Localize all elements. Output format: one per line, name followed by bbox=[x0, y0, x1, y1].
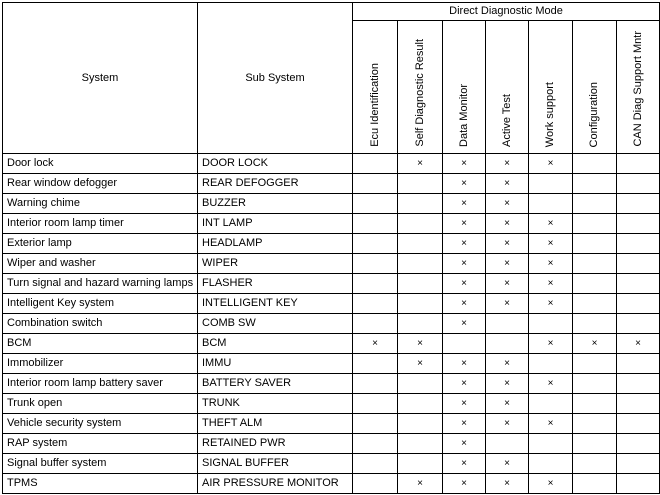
mode-cell bbox=[617, 354, 660, 374]
mode-cell: × bbox=[529, 474, 573, 494]
mode-cell: × bbox=[529, 274, 573, 294]
table-row bbox=[3, 474, 660, 494]
mode-cell bbox=[529, 354, 573, 374]
mode-cell bbox=[617, 294, 660, 314]
mode-cell: × bbox=[486, 374, 529, 394]
mode-cell bbox=[353, 234, 398, 254]
sub-system-cell: REAR DEFOGGER bbox=[198, 174, 353, 194]
mode-cell bbox=[617, 234, 660, 254]
mode-header: Work support bbox=[529, 21, 573, 154]
mode-cell bbox=[573, 414, 617, 434]
table-row bbox=[3, 454, 660, 474]
mode-cell bbox=[573, 254, 617, 274]
mode-cell bbox=[353, 254, 398, 274]
mode-cell bbox=[398, 434, 443, 454]
system-cell: TPMS bbox=[3, 474, 198, 494]
mode-cell bbox=[353, 194, 398, 214]
mode-cell bbox=[617, 194, 660, 214]
mode-cell: × bbox=[573, 334, 617, 354]
table-row bbox=[3, 194, 660, 214]
mode-cell: × bbox=[486, 194, 529, 214]
table-row bbox=[3, 174, 660, 194]
sub-system-cell: RETAINED PWR bbox=[198, 434, 353, 454]
mode-cell: × bbox=[486, 294, 529, 314]
mode-cell bbox=[353, 154, 398, 174]
system-cell: Intelligent Key system bbox=[3, 294, 198, 314]
mode-cell bbox=[398, 454, 443, 474]
mode-header: Ecu Identification bbox=[353, 21, 398, 154]
table-row bbox=[3, 234, 660, 254]
mode-cell: × bbox=[529, 254, 573, 274]
sub-system-cell: HEADLAMP bbox=[198, 234, 353, 254]
mode-cell: × bbox=[443, 274, 486, 294]
mode-cell: × bbox=[486, 394, 529, 414]
diagnostic-mode-table bbox=[2, 2, 660, 494]
mode-cell bbox=[617, 394, 660, 414]
sub-system-cell: AIR PRESSURE MONITOR bbox=[198, 474, 353, 494]
sub-system-cell: TRUNK bbox=[198, 394, 353, 414]
mode-cell bbox=[398, 214, 443, 234]
sub-system-cell: BCM bbox=[198, 334, 353, 354]
mode-cell bbox=[353, 474, 398, 494]
mode-cell: × bbox=[443, 174, 486, 194]
mode-cell: × bbox=[443, 414, 486, 434]
system-cell: Vehicle security system bbox=[3, 414, 198, 434]
mode-cell: × bbox=[486, 474, 529, 494]
mode-cell bbox=[617, 154, 660, 174]
mode-cell: × bbox=[443, 154, 486, 174]
mode-cell bbox=[573, 294, 617, 314]
table-row bbox=[3, 414, 660, 434]
mode-cell bbox=[443, 334, 486, 354]
mode-cell: × bbox=[529, 294, 573, 314]
mode-cell bbox=[573, 194, 617, 214]
mode-cell bbox=[398, 374, 443, 394]
mode-cell bbox=[617, 474, 660, 494]
mode-cell bbox=[353, 414, 398, 434]
system-cell: Interior room lamp battery saver bbox=[3, 374, 198, 394]
sub-system-cell: SIGNAL BUFFER bbox=[198, 454, 353, 474]
mode-cell: × bbox=[486, 414, 529, 434]
mode-cell bbox=[573, 174, 617, 194]
mode-cell bbox=[529, 174, 573, 194]
sub-system-cell: IMMU bbox=[198, 354, 353, 374]
system-cell: Immobilizer bbox=[3, 354, 198, 374]
table-row bbox=[3, 314, 660, 334]
table-row bbox=[3, 354, 660, 374]
mode-cell bbox=[573, 354, 617, 374]
mode-cell bbox=[353, 274, 398, 294]
mode-cell bbox=[353, 214, 398, 234]
mode-header: Configuration bbox=[573, 21, 617, 154]
mode-cell: × bbox=[443, 254, 486, 274]
mode-cell bbox=[529, 434, 573, 454]
sub-system-cell: INTELLIGENT KEY bbox=[198, 294, 353, 314]
mode-cell bbox=[398, 414, 443, 434]
mode-cell bbox=[529, 394, 573, 414]
mode-cell: × bbox=[529, 154, 573, 174]
mode-cell bbox=[617, 454, 660, 474]
mode-cell: × bbox=[398, 354, 443, 374]
mode-cell bbox=[573, 374, 617, 394]
mode-cell: × bbox=[443, 394, 486, 414]
mode-cell: × bbox=[443, 474, 486, 494]
sub-system-header: Sub System bbox=[198, 3, 353, 154]
mode-cell: × bbox=[486, 454, 529, 474]
mode-cell: × bbox=[353, 334, 398, 354]
system-header: System bbox=[3, 3, 198, 154]
system-cell: BCM bbox=[3, 334, 198, 354]
mode-cell bbox=[573, 214, 617, 234]
mode-cell bbox=[398, 294, 443, 314]
table-row bbox=[3, 394, 660, 414]
mode-cell bbox=[398, 274, 443, 294]
mode-cell: × bbox=[443, 354, 486, 374]
system-cell: Rear window defogger bbox=[3, 174, 198, 194]
table-row bbox=[3, 214, 660, 234]
mode-cell: × bbox=[529, 334, 573, 354]
mode-cell bbox=[353, 294, 398, 314]
sub-system-cell: THEFT ALM bbox=[198, 414, 353, 434]
mode-cell: × bbox=[529, 374, 573, 394]
mode-cell bbox=[486, 334, 529, 354]
system-cell: Turn signal and hazard warning lamps bbox=[3, 274, 198, 294]
table-row bbox=[3, 334, 660, 354]
mode-cell: × bbox=[529, 214, 573, 234]
system-cell: Interior room lamp timer bbox=[3, 214, 198, 234]
mode-cell: × bbox=[443, 294, 486, 314]
sub-system-cell: FLASHER bbox=[198, 274, 353, 294]
mode-cell bbox=[573, 154, 617, 174]
table-row bbox=[3, 434, 660, 454]
mode-cell: × bbox=[443, 454, 486, 474]
mode-cell bbox=[573, 274, 617, 294]
mode-header: Active Test bbox=[486, 21, 529, 154]
mode-cell: × bbox=[486, 354, 529, 374]
mode-cell: × bbox=[398, 474, 443, 494]
mode-cell bbox=[617, 374, 660, 394]
system-cell: Exterior lamp bbox=[3, 234, 198, 254]
mode-cell: × bbox=[443, 314, 486, 334]
mode-cell bbox=[529, 194, 573, 214]
mode-cell: × bbox=[486, 274, 529, 294]
mode-cell bbox=[617, 314, 660, 334]
mode-cell: × bbox=[443, 434, 486, 454]
sub-system-cell: WIPER bbox=[198, 254, 353, 274]
mode-cell: × bbox=[529, 234, 573, 254]
mode-cell bbox=[573, 474, 617, 494]
sub-system-cell: BUZZER bbox=[198, 194, 353, 214]
sub-system-cell: BATTERY SAVER bbox=[198, 374, 353, 394]
mode-cell bbox=[573, 434, 617, 454]
mode-cell bbox=[617, 214, 660, 234]
mode-header: Data Monitor bbox=[443, 21, 486, 154]
mode-cell: × bbox=[398, 154, 443, 174]
system-cell: Wiper and washer bbox=[3, 254, 198, 274]
table-row bbox=[3, 374, 660, 394]
mode-cell bbox=[398, 174, 443, 194]
sub-system-cell: DOOR LOCK bbox=[198, 154, 353, 174]
sub-system-cell: INT LAMP bbox=[198, 214, 353, 234]
table-row bbox=[3, 274, 660, 294]
mode-cell bbox=[529, 314, 573, 334]
mode-cell bbox=[398, 394, 443, 414]
direct-diagnostic-mode-header: Direct Diagnostic Mode bbox=[353, 3, 660, 21]
mode-header: CAN Diag Support Mntr bbox=[617, 21, 660, 154]
mode-cell: × bbox=[486, 154, 529, 174]
mode-cell: × bbox=[486, 214, 529, 234]
mode-cell bbox=[353, 354, 398, 374]
sub-system-cell: COMB SW bbox=[198, 314, 353, 334]
mode-header: Self Diagnostic Result bbox=[398, 21, 443, 154]
mode-cell bbox=[486, 434, 529, 454]
mode-cell bbox=[353, 374, 398, 394]
mode-cell bbox=[353, 394, 398, 414]
mode-cell bbox=[398, 234, 443, 254]
system-cell: Signal buffer system bbox=[3, 454, 198, 474]
mode-cell bbox=[398, 194, 443, 214]
mode-cell bbox=[398, 314, 443, 334]
mode-cell bbox=[486, 314, 529, 334]
mode-cell bbox=[353, 434, 398, 454]
system-cell: Door lock bbox=[3, 154, 198, 174]
mode-cell: × bbox=[398, 334, 443, 354]
mode-cell bbox=[529, 454, 573, 474]
mode-cell: × bbox=[443, 234, 486, 254]
mode-cell bbox=[617, 414, 660, 434]
mode-cell: × bbox=[486, 174, 529, 194]
table-row bbox=[3, 254, 660, 274]
mode-cell bbox=[353, 174, 398, 194]
mode-cell bbox=[573, 394, 617, 414]
mode-cell bbox=[573, 314, 617, 334]
system-cell: Trunk open bbox=[3, 394, 198, 414]
mode-cell bbox=[353, 454, 398, 474]
mode-cell: × bbox=[443, 374, 486, 394]
mode-cell: × bbox=[486, 254, 529, 274]
table-row bbox=[3, 294, 660, 314]
mode-cell: × bbox=[443, 194, 486, 214]
mode-cell bbox=[617, 174, 660, 194]
system-cell: Combination switch bbox=[3, 314, 198, 334]
mode-cell bbox=[573, 454, 617, 474]
mode-cell: × bbox=[529, 414, 573, 434]
mode-cell: × bbox=[486, 234, 529, 254]
mode-cell bbox=[398, 254, 443, 274]
mode-cell bbox=[617, 254, 660, 274]
system-cell: Warning chime bbox=[3, 194, 198, 214]
system-cell: RAP system bbox=[3, 434, 198, 454]
mode-cell bbox=[573, 234, 617, 254]
mode-cell bbox=[617, 434, 660, 454]
mode-cell bbox=[353, 314, 398, 334]
mode-cell: × bbox=[617, 334, 660, 354]
table-row bbox=[3, 154, 660, 174]
mode-cell: × bbox=[443, 214, 486, 234]
mode-cell bbox=[617, 274, 660, 294]
